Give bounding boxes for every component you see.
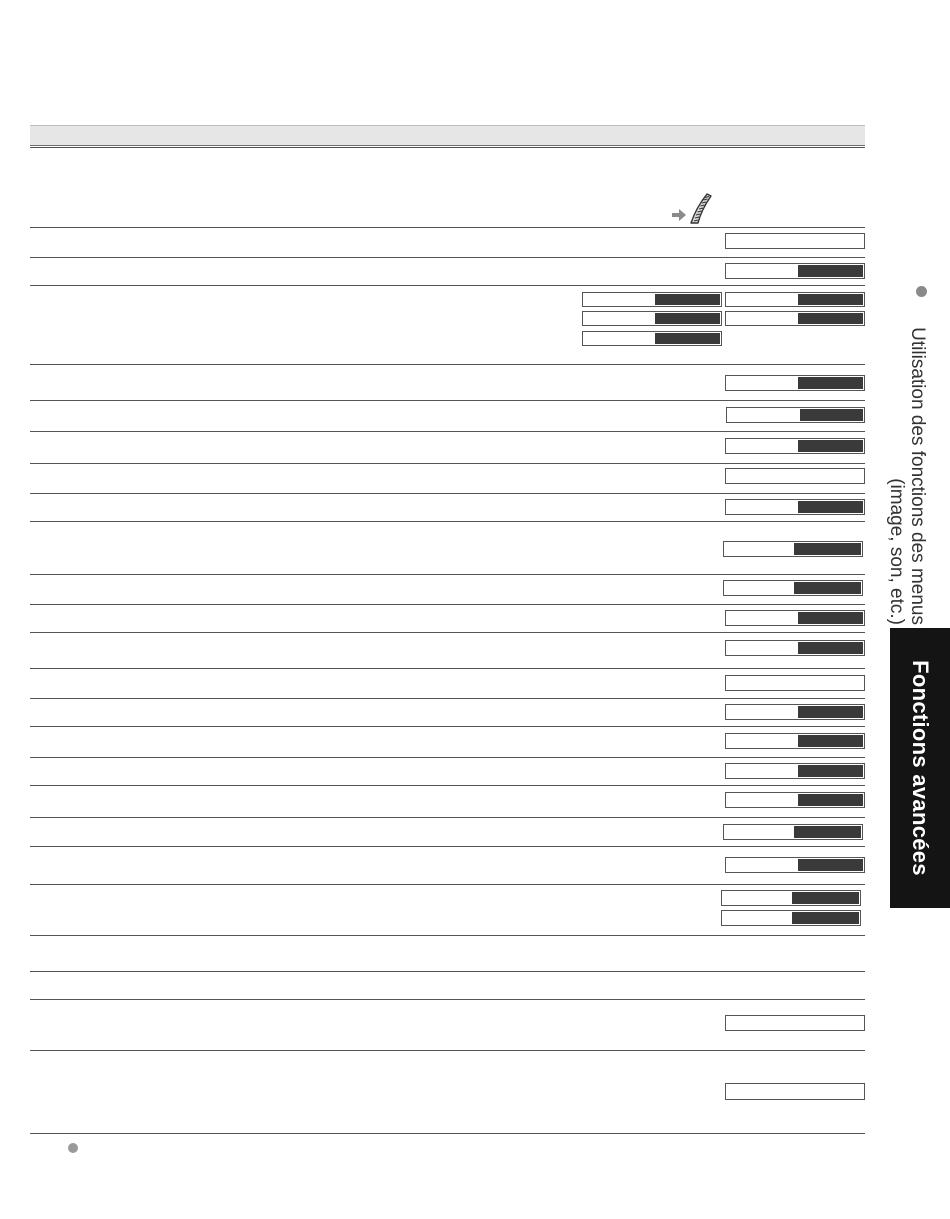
setting-indicator — [725, 438, 865, 454]
indicator-fill — [798, 294, 863, 305]
setting-indicator — [725, 1015, 865, 1031]
setting-indicator — [726, 407, 865, 423]
indicator-fill — [798, 642, 863, 654]
arrow-right-icon — [672, 209, 686, 221]
indicator-fill — [798, 265, 863, 277]
setting-indicator — [725, 763, 865, 779]
row-divider — [30, 726, 865, 727]
setting-indicator — [723, 580, 863, 596]
setting-indicator — [725, 375, 865, 391]
setting-indicator — [725, 292, 865, 307]
row-divider — [30, 431, 865, 432]
row-divider — [30, 147, 865, 148]
row-divider — [30, 935, 865, 936]
indicator-fill — [655, 294, 720, 305]
indicator-fill — [798, 501, 863, 513]
setting-indicator — [725, 640, 865, 656]
row-divider — [30, 521, 865, 522]
indicator-fill — [800, 409, 863, 421]
section-side-label-text: Utilisation des fonctions des menus (image, son, etc.) — [886, 327, 928, 625]
row-divider — [30, 463, 865, 464]
setting-indicator — [725, 499, 865, 515]
row-divider — [30, 884, 865, 885]
indicator-fill — [798, 706, 863, 718]
row-divider — [30, 817, 865, 818]
setting-indicator — [721, 910, 861, 926]
setting-indicator — [725, 610, 865, 626]
setting-indicator — [725, 311, 865, 326]
setting-indicator — [723, 824, 863, 840]
setting-indicator — [725, 857, 865, 873]
setting-indicator — [582, 331, 722, 346]
row-divider — [30, 257, 865, 258]
row-divider — [30, 785, 865, 786]
row-divider — [30, 668, 865, 669]
setting-indicator — [725, 704, 865, 720]
setting-indicator — [723, 541, 863, 557]
setting-indicator — [582, 311, 722, 326]
setting-indicator — [582, 292, 722, 307]
indicator-fill — [794, 543, 861, 555]
chapter-tab — [890, 628, 950, 908]
indicator-fill — [655, 333, 720, 344]
setting-indicator — [725, 733, 865, 749]
setting-indicator — [725, 468, 865, 484]
indicator-fill — [798, 765, 863, 777]
indicator-fill — [798, 440, 863, 452]
row-divider — [30, 574, 865, 575]
chapter-tab-label: Fonctions avancées — [908, 660, 933, 876]
indicator-fill — [798, 612, 863, 624]
indicator-fill — [798, 377, 863, 389]
row-divider — [30, 285, 865, 286]
setting-indicator — [725, 675, 865, 691]
indicator-fill — [792, 912, 859, 924]
indicator-fill — [798, 794, 863, 806]
row-divider — [30, 846, 865, 847]
row-divider — [30, 493, 865, 494]
section-side-label — [884, 285, 928, 625]
indicator-fill — [798, 313, 863, 324]
row-divider — [30, 227, 865, 228]
setting-indicator — [725, 792, 865, 808]
volume-dial-icon — [688, 192, 712, 224]
indicator-fill — [792, 892, 859, 904]
indicator-fill — [655, 313, 720, 324]
indicator-fill — [794, 826, 861, 838]
table-header-bar — [30, 125, 865, 146]
row-divider — [30, 971, 865, 972]
row-divider — [30, 400, 865, 401]
setting-indicator — [725, 1083, 865, 1100]
bullet-dot-icon — [68, 1143, 78, 1153]
setting-indicator — [725, 263, 865, 279]
row-divider — [30, 698, 865, 699]
row-divider — [30, 1050, 865, 1051]
row-divider — [30, 604, 865, 605]
indicator-fill — [794, 582, 861, 594]
row-divider — [30, 364, 865, 365]
setting-indicator — [725, 233, 865, 249]
row-divider — [30, 999, 865, 1000]
row-divider — [30, 632, 865, 633]
setting-indicator — [721, 890, 861, 906]
row-divider — [30, 1133, 865, 1134]
row-divider — [30, 757, 865, 758]
indicator-fill — [798, 859, 863, 871]
indicator-fill — [798, 735, 863, 747]
